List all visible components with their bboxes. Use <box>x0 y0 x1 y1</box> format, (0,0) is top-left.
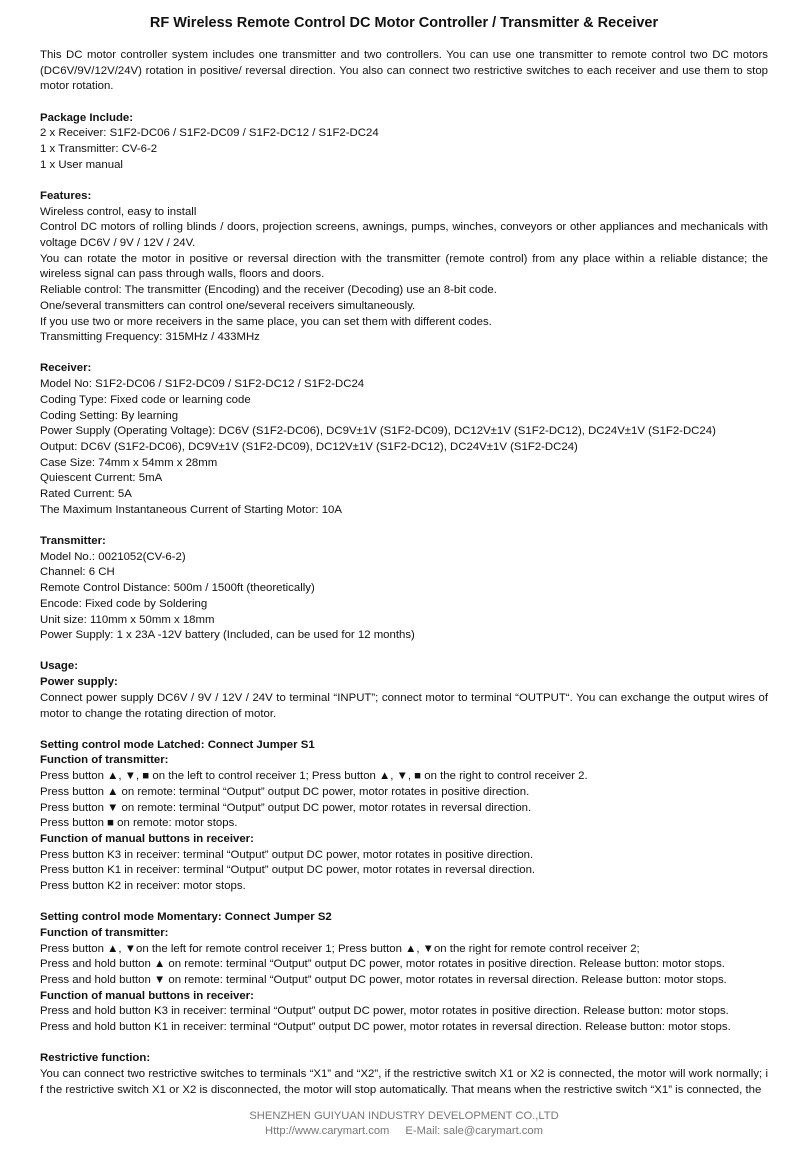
latched-manual-heading: Function of manual buttons in receiver: <box>40 832 254 845</box>
power-supply-heading: Power supply: <box>40 676 118 689</box>
transmitter-spec: Channel: 6 CH <box>40 566 115 579</box>
transmitter-heading: Transmitter: <box>40 534 106 547</box>
receiver-spec: Case Size: 74mm x 54mm x 28mm <box>40 456 218 469</box>
receiver-spec: Power Supply (Operating Voltage): DC6V (S1F2-DC06), DC9V±1V (S1F2-DC09), DC12V±1V (S1F2-DC12), DC24V±1V (S1F2-DC24) <box>40 425 716 438</box>
latched-transmitter-line: Press button ■ on remote: motor stops. <box>40 817 238 830</box>
footer-contact <box>0 1124 808 1139</box>
receiver-spec: Quiescent Current: 5mA <box>40 472 163 485</box>
usage-heading: Usage: <box>40 660 78 673</box>
package-heading: Package Include: <box>40 111 134 124</box>
latched-transmitter-heading: Function of transmitter: <box>40 754 169 767</box>
latched-manual-line: Press button K3 in receiver: terminal “Output” output DC power, motor rotates in positive direction. <box>40 848 534 861</box>
latched-transmitter-line: Press button ▼ on remote: terminal “Output” output DC power, motor rotates in reversal direction. <box>40 801 532 814</box>
package-line: 1 x User manual <box>40 158 123 171</box>
footer-email[interactable]: E-Mail: sale@carymart.com <box>405 1125 543 1137</box>
restrictive-heading: Restrictive function: <box>40 1052 151 1065</box>
package-line: 2 x Receiver: S1F2-DC06 / S1F2-DC09 / S1F2-DC12 / S1F2-DC24 <box>40 127 379 140</box>
momentary-manual-line: Press and hold button K1 in receiver: terminal “Output” output DC power, motor rotates in reversal direction. Release button: motor stops. <box>40 1021 731 1034</box>
receiver-spec: Coding Setting: By learning <box>40 409 179 422</box>
feature-item: Transmitting Frequency: 315MHz / 433MHz <box>40 331 260 344</box>
intro-paragraph: This DC motor controller system includes one transmitter and two controllers. You can use one transmitter to remote control two DC motors (DC6V/9V/12V/24V) rotation in positive/ reversal direction. You also can connect two restrictive switches to each receiver and use them to stop motor rotation. <box>40 49 768 93</box>
package-line: 1 x Transmitter: CV-6-2 <box>40 143 158 156</box>
momentary-transmitter-line: Press and hold button ▲ on remote: terminal “Output” output DC power, motor rotates in positive direction. Release button: motor stops. <box>40 958 725 971</box>
feature-item: Control DC motors of rolling blinds / doors, projection screens, awnings, pumps, winches, conveyors or other appliances and mechanicals with voltage DC6V / 9V / 12V / 24V. <box>40 221 768 250</box>
feature-item: One/several transmitters can control one/several receivers simultaneously. <box>40 299 416 312</box>
feature-item: If you use two or more receivers in the same place, you can set them with different codes. <box>40 315 492 328</box>
receiver-spec: Model No: S1F2-DC06 / S1F2-DC09 / S1F2-DC12 / S1F2-DC24 <box>40 378 365 391</box>
receiver-spec: Rated Current: 5A <box>40 488 132 501</box>
power-supply-text: Connect power supply DC6V / 9V / 12V / 24V to terminal “INPUT”; connect motor to terminal “OUTPUT“. You can exchange the output wires of motor to change the rotating direction of motor. <box>40 691 768 720</box>
transmitter-spec: Encode: Fixed code by Soldering <box>40 597 208 610</box>
footer-website[interactable]: Http://www.carymart.com <box>265 1125 390 1137</box>
momentary-heading: Setting control mode Momentary: Connect Jumper S2 <box>40 911 332 924</box>
footer-company: SHENZHEN GUIYUAN INDUSTRY DEVELOPMENT CO.,LTD <box>249 1110 559 1122</box>
momentary-transmitter-line: Press button ▲, ▼on the left for remote control receiver 1; Press button ▲, ▼on the right for remote control receiver 2; <box>40 942 640 955</box>
latched-transmitter-line: Press button ▲, ▼, ■ on the left to control receiver 1; Press button ▲, ▼, ■ on the right to control receiver 2. <box>40 770 588 783</box>
receiver-spec: The Maximum Instantaneous Current of Starting Motor: 10A <box>40 503 342 516</box>
latched-heading: Setting control mode Latched: Connect Jumper S1 <box>40 738 315 751</box>
features-heading: Features: <box>40 189 92 202</box>
transmitter-spec: Model No.: 0021052(CV-6-2) <box>40 550 186 563</box>
latched-manual-line: Press button K2 in receiver: motor stops. <box>40 880 246 893</box>
momentary-manual-heading: Function of manual buttons in receiver: <box>40 989 254 1002</box>
feature-item: You can rotate the motor in positive or reversal direction with the transmitter (remote control) from any place within a reliable distance; the wireless signal can pass through walls, floors and doors. <box>40 252 768 281</box>
restrictive-text: You can connect two restrictive switches to terminals “X1” and “X2”, if the restrictive switch X1 or X2 is connected, the motor will work normally; i f the restrictive switch X1 or X2 is disconnected, the motor will stop automatically. That means when the restrictive switch “X1” is connected, the <box>40 1068 768 1096</box>
feature-item: Reliable control: The transmitter (Encoding) and the receiver (Decoding) use an 8-bit code. <box>40 284 497 297</box>
transmitter-spec: Unit size: 110mm x 50mm x 18mm <box>40 613 215 626</box>
latched-manual-line: Press button K1 in receiver: terminal “Output” output DC power, motor rotates in reversal direction. <box>40 864 536 877</box>
feature-item: Wireless control, easy to install <box>40 205 197 218</box>
receiver-spec: Output: DC6V (S1F2-DC06), DC9V±1V (S1F2-DC09), DC12V±1V (S1F2-DC12), DC24V±1V (S1F2-DC24) <box>40 440 578 453</box>
momentary-manual-line: Press and hold button K3 in receiver: terminal “Output” output DC power, motor rotates in positive direction. Release button: motor stops. <box>40 1005 729 1018</box>
receiver-spec: Coding Type: Fixed code or learning code <box>40 393 251 406</box>
transmitter-spec: Power Supply: 1 x 23A -12V battery (Included, can be used for 12 months) <box>40 629 415 642</box>
page-title: RF Wireless Remote Control DC Motor Controller / Transmitter & Receiver <box>149 15 659 31</box>
receiver-heading: Receiver: <box>40 362 92 375</box>
momentary-transmitter-line: Press and hold button ▼ on remote: terminal “Output” output DC power, motor rotates in reversal direction. Release button: motor stops. <box>40 974 727 987</box>
latched-transmitter-line: Press button ▲ on remote: terminal “Output” output DC power, motor rotates in positive direction. <box>40 785 530 798</box>
momentary-transmitter-heading: Function of transmitter: <box>40 926 169 939</box>
page-footer <box>0 1109 808 1139</box>
transmitter-spec: Remote Control Distance: 500m / 1500ft (theoretically) <box>40 582 315 595</box>
document-page <box>40 14 768 1098</box>
